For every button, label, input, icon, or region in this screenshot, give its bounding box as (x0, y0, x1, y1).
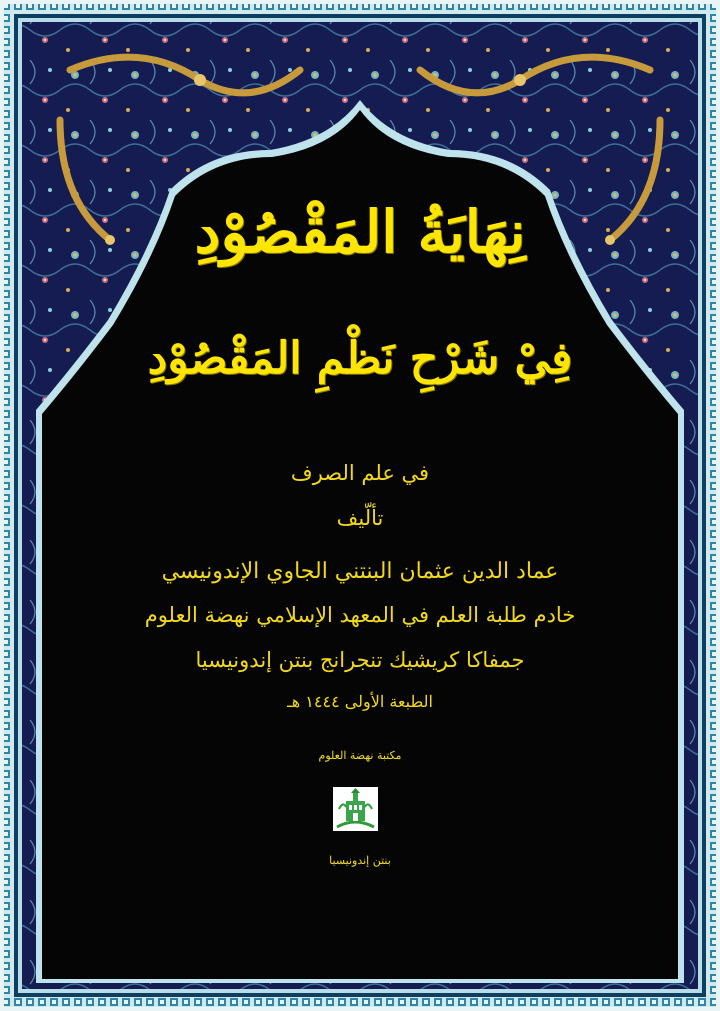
book-subtitle: فِيْ شَرْحِ نَظْمِ المَقْصُوْدِ (147, 333, 573, 384)
author-role: خادم طلبة العلم في المعهد الإسلامي نهضة العلوم (144, 603, 576, 627)
author-place: جمفاكا كريشيك تنجرانج بنتن إندونيسيا (195, 648, 525, 672)
publisher-name: مكتبة نهضة العلوم (318, 749, 402, 762)
edition-label: الطبعة الأولى ١٤٤٤ هـ (287, 692, 433, 711)
book-title: نِهَايَةُ المَقْصُوْدِ (194, 198, 526, 266)
subject-field: في علم الصرف (290, 461, 430, 485)
authored-label: تألّيف (336, 506, 384, 530)
author-name: عماد الدين عثمان البنتني الجاوي الإندونيسي (161, 559, 559, 584)
publisher-city: بنتن إندونيسيا (329, 854, 391, 867)
building-logo-icon (333, 787, 378, 831)
